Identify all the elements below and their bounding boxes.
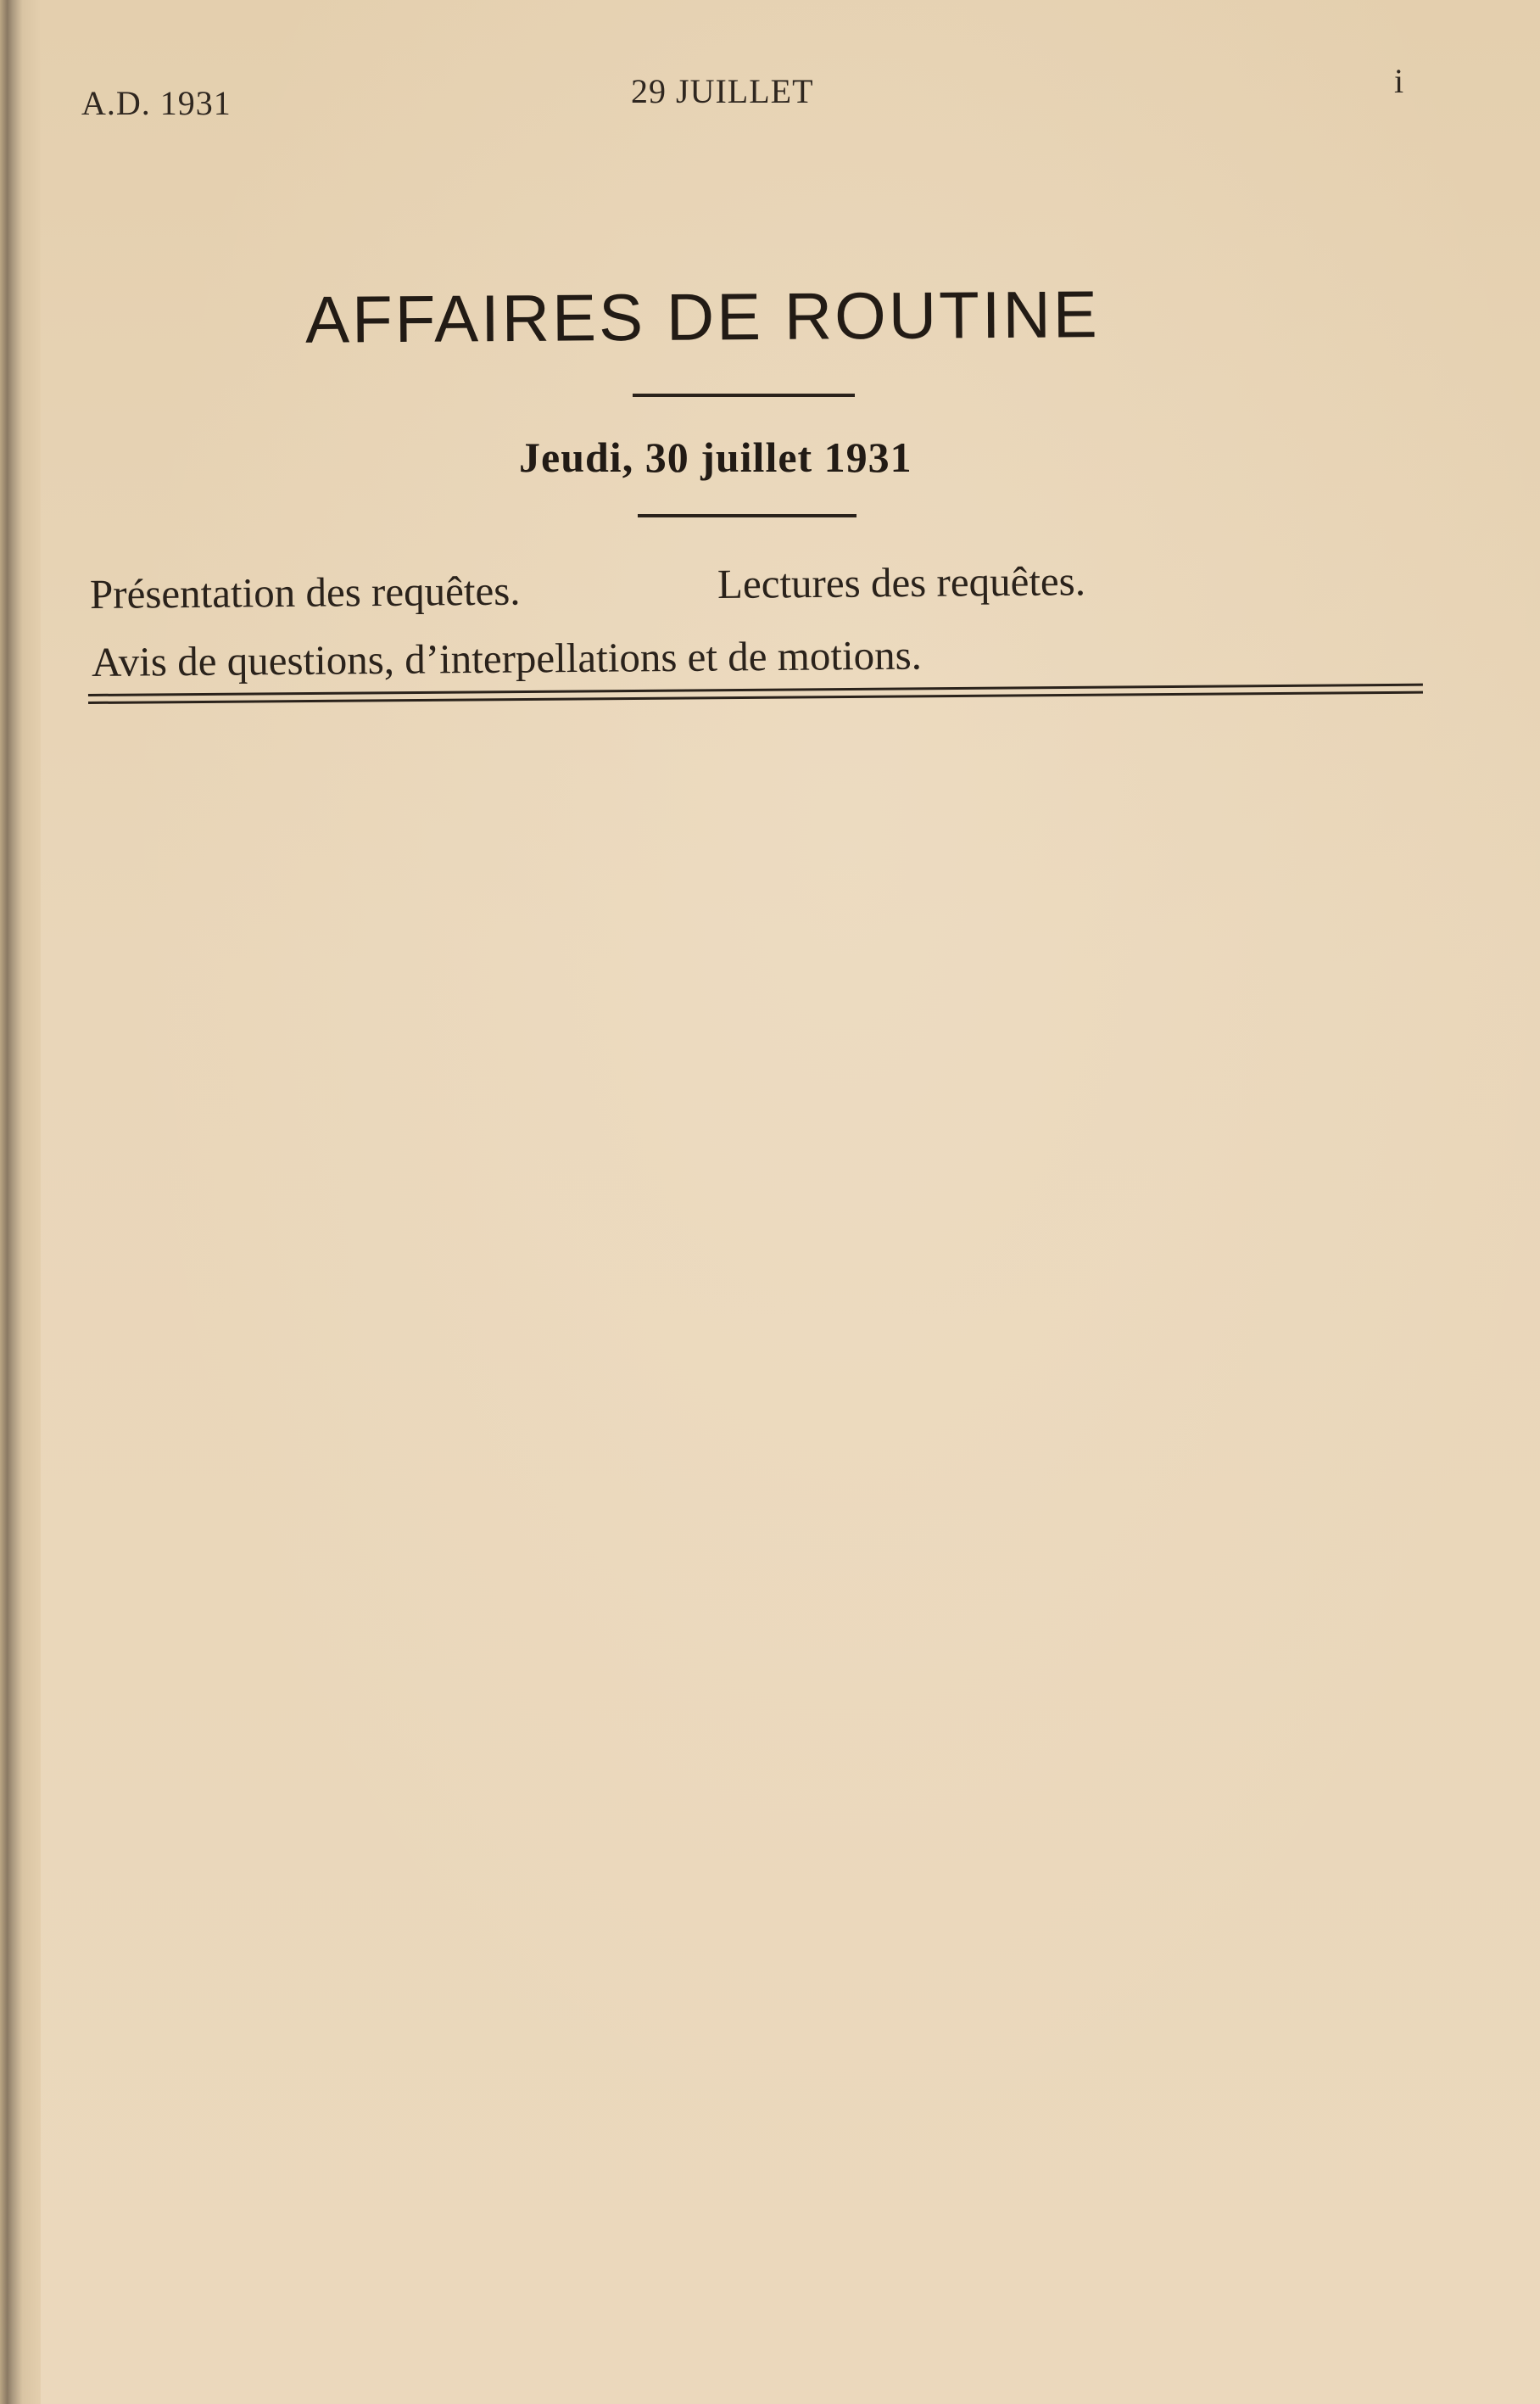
header-date: 29 JUILLET <box>631 72 814 110</box>
title-divider <box>633 394 855 397</box>
page-number: i <box>1394 62 1405 100</box>
page-title: AFFAIRES DE ROUTINE <box>304 277 1101 357</box>
section-double-rule <box>88 684 1423 706</box>
item-lectures: Lectures des requêtes. <box>717 557 1086 607</box>
page-binding-edge <box>0 0 41 2404</box>
date-divider <box>638 514 856 517</box>
item-presentation: Présentation des requêtes. <box>89 567 521 618</box>
item-avis: Avis de questions, d’interpellations et de motions. <box>91 631 923 685</box>
session-date: Jeudi, 30 juillet 1931 <box>519 433 912 481</box>
header-year: A.D. 1931 <box>81 84 232 122</box>
